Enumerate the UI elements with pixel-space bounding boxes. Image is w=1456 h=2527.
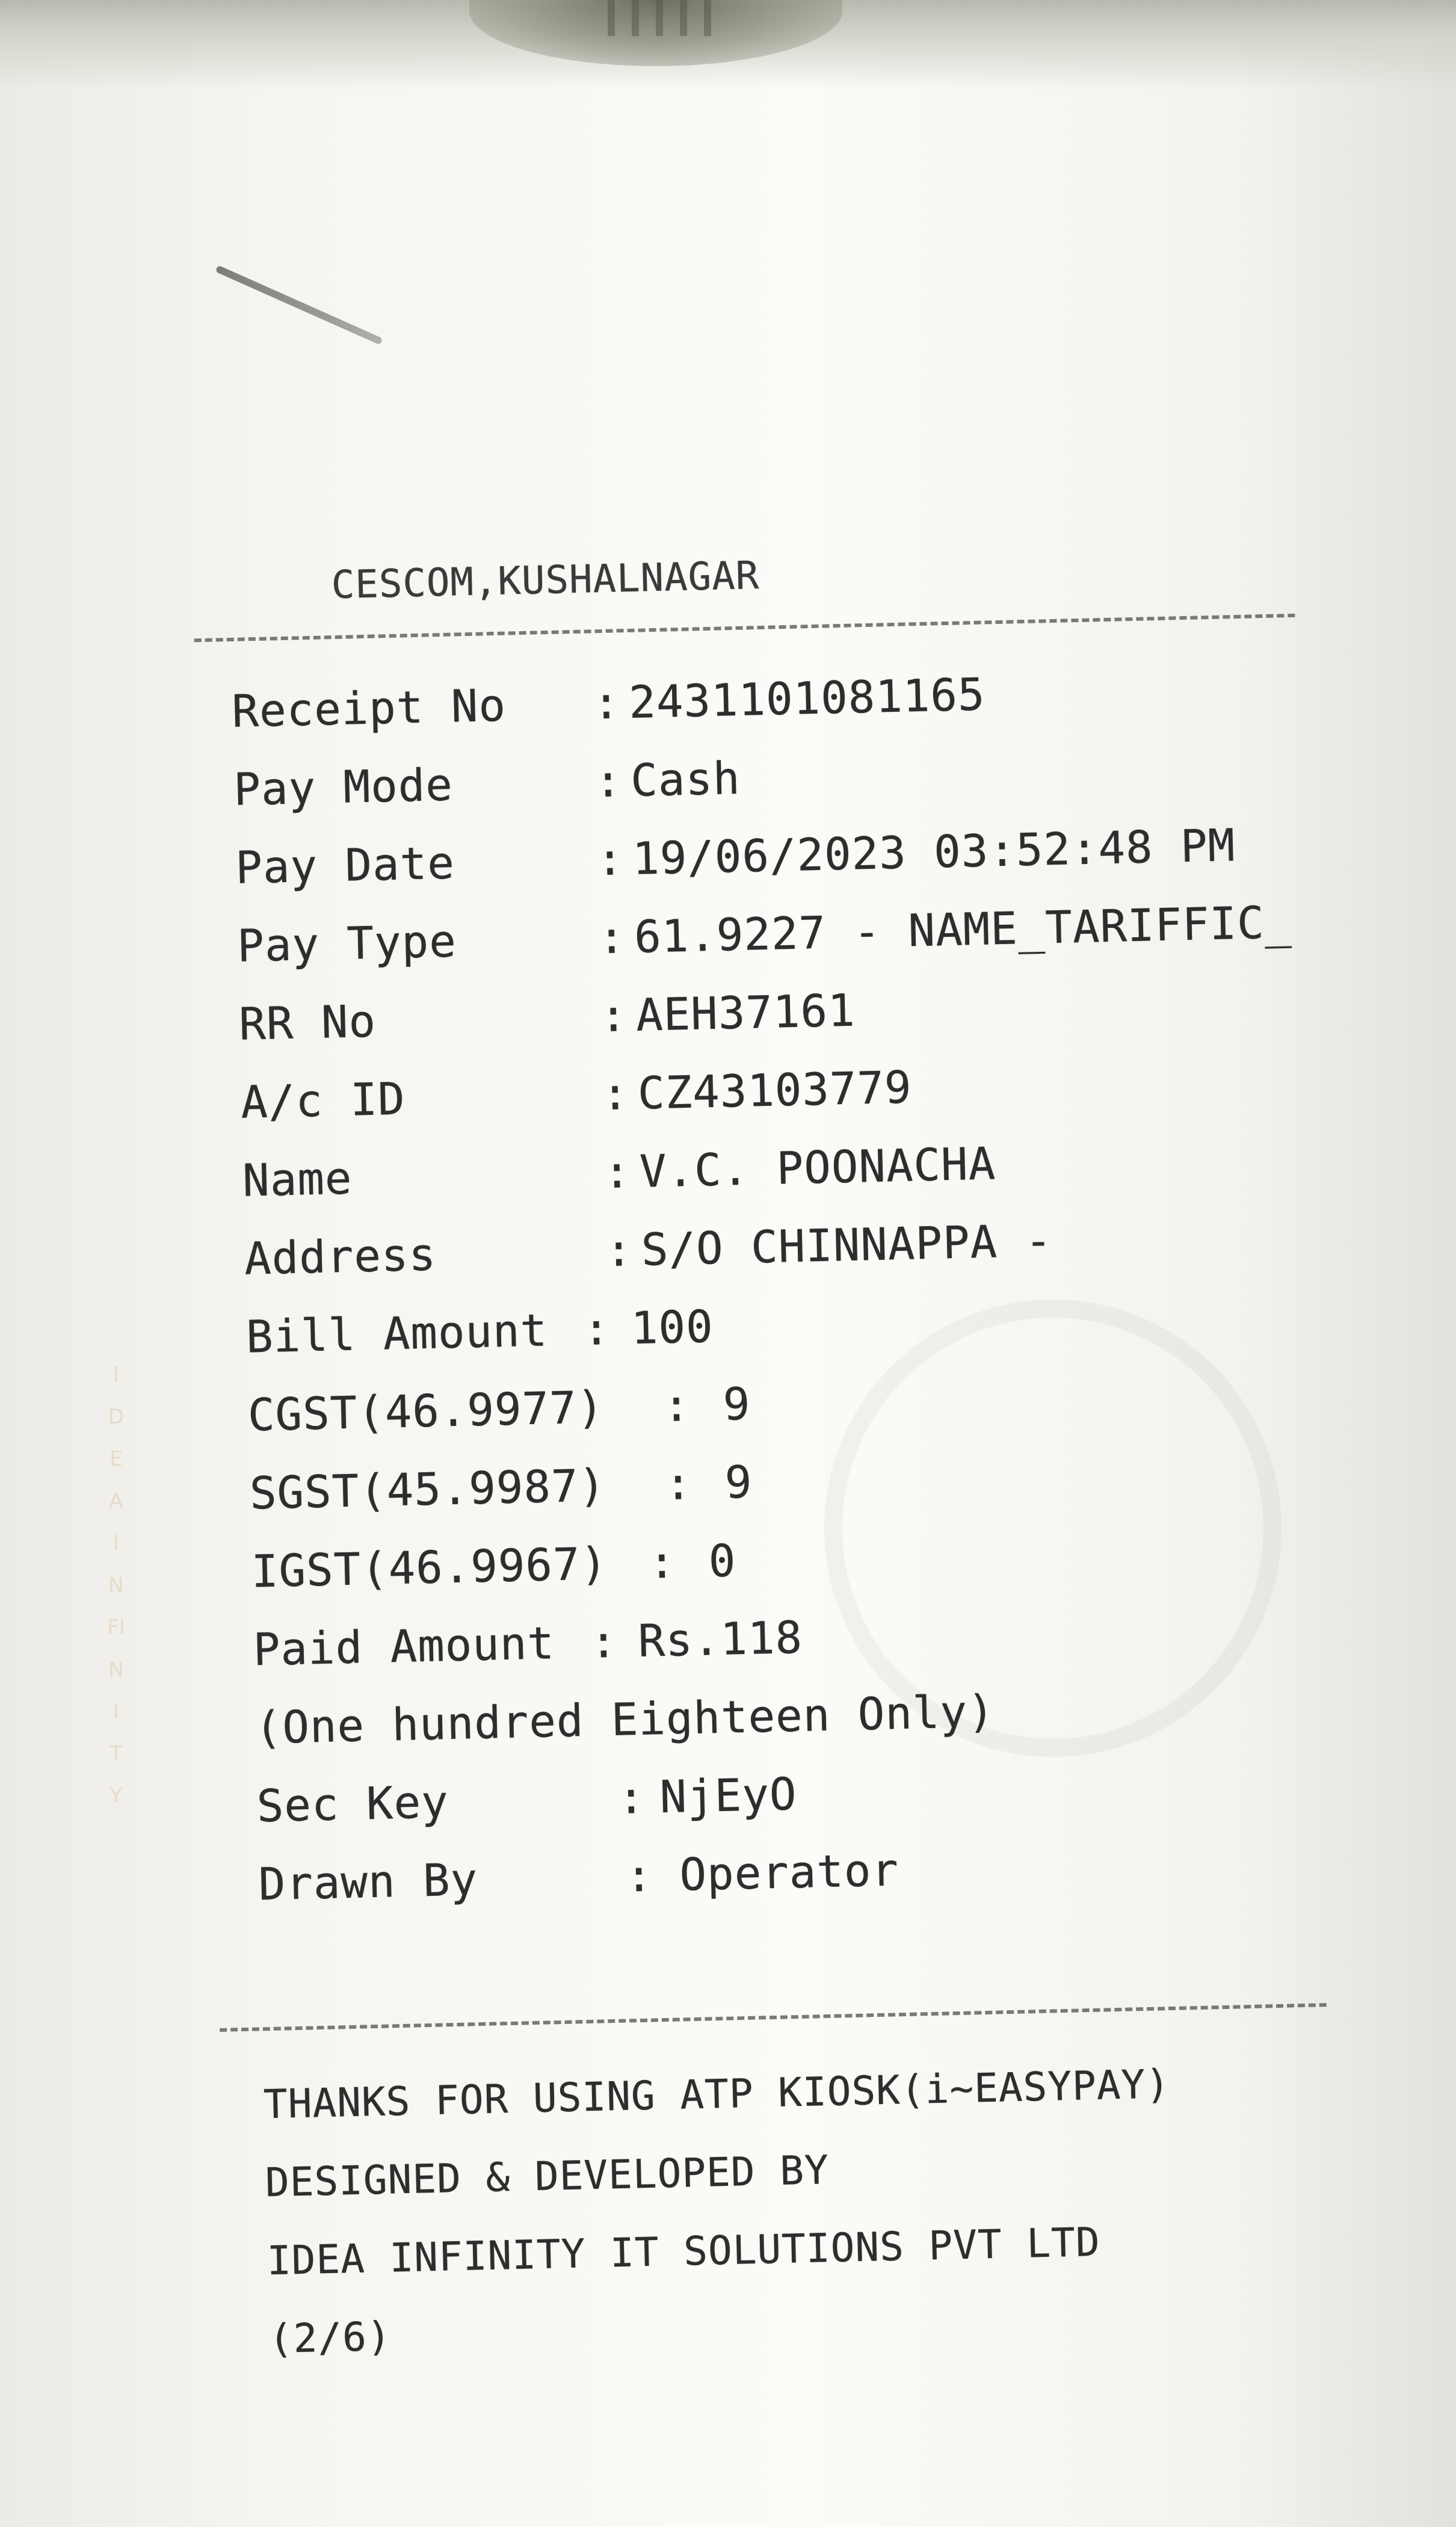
field-separator: : <box>662 1379 691 1432</box>
field-label: Sec Key <box>256 1776 449 1833</box>
footer-company: IDEA INFINITY IT SOLUTIONS PVT LTD <box>267 2218 1101 2285</box>
page-indicator: (2/6) <box>268 2313 392 2363</box>
field-label: Bill Amount <box>245 1304 549 1363</box>
field-separator: : <box>625 1850 654 1902</box>
field-value: CZ43103779 <box>637 1061 913 1120</box>
field-value: 2431101081165 <box>628 668 986 729</box>
field-label: Name <box>242 1152 353 1207</box>
field-value: Rs.118 <box>637 1611 803 1668</box>
field-value: 0 <box>708 1535 737 1588</box>
field-receipt-no <box>231 668 986 758</box>
amount-in-words: (One hundred Eighteen Only) <box>254 1685 996 1754</box>
field-pay-date <box>235 819 1236 915</box>
field-label: Pay Mode <box>233 759 454 816</box>
field-pay-type <box>236 896 1293 993</box>
field-label: Receipt No <box>231 679 507 738</box>
field-sgst <box>249 1456 753 1540</box>
field-label: A/c ID <box>240 1073 406 1129</box>
field-value: 100 <box>630 1301 714 1355</box>
field-separator: : <box>603 1146 632 1199</box>
field-separator: : <box>582 1303 611 1356</box>
field-separator: : <box>605 1224 634 1277</box>
field-value: Cash <box>630 752 741 807</box>
field-value: 9 <box>722 1378 751 1431</box>
field-separator: : <box>596 833 625 886</box>
field-label: RR No <box>238 995 377 1051</box>
field-value: Operator <box>679 1844 899 1901</box>
field-separator: : <box>592 677 621 730</box>
receipt-paper <box>229 540 1372 2363</box>
field-value: 61.9227 - NAME_TARIFFIC_ <box>634 896 1293 963</box>
field-address <box>244 1215 1053 1306</box>
field-value: S/O CHINNAPPA - <box>641 1215 1053 1276</box>
field-separator: : <box>664 1457 693 1510</box>
field-bill-amount <box>245 1301 714 1384</box>
header-divider <box>194 614 1295 643</box>
field-pay-mode <box>233 752 741 836</box>
field-paid-amount <box>252 1611 803 1697</box>
footer-divider <box>220 2003 1327 2032</box>
field-label: Pay Date <box>235 837 455 894</box>
field-separator: : <box>617 1771 646 1824</box>
field-drawn-by <box>258 1844 899 1931</box>
field-value: 19/06/2023 03:52:48 PM <box>632 819 1236 885</box>
field-account-id <box>240 1061 913 1149</box>
receipt-title: CESCOM,KUSHALNAGAR <box>330 553 760 608</box>
field-label: SGST(45.9987) <box>249 1460 607 1520</box>
field-label: IGST(46.9967) <box>250 1538 608 1598</box>
field-rr-no <box>238 984 856 1071</box>
field-separator: : <box>601 1068 630 1121</box>
field-label: Pay Type <box>236 915 457 972</box>
field-separator: : <box>647 1536 677 1589</box>
field-label: CGST(46.9977) <box>247 1381 605 1442</box>
field-separator: : <box>597 912 626 964</box>
footer-thanks: THANKS FOR USING ATP KIOSK(i~EASYPAY) <box>263 2061 1171 2128</box>
footer-designed-by: DESIGNED & DEVELOPED BY <box>265 2147 830 2206</box>
field-label: Drawn By <box>258 1854 479 1911</box>
field-value: V.C. POONACHA <box>639 1138 997 1198</box>
field-value: 9 <box>724 1456 753 1509</box>
field-name <box>242 1138 997 1227</box>
field-separator: : <box>594 755 623 808</box>
field-separator: : <box>599 990 628 1043</box>
field-label: Address <box>244 1229 437 1285</box>
vertical-watermark: IDEA INFINITY <box>107 1363 125 1808</box>
field-label: Paid Amount <box>252 1617 555 1676</box>
field-value: AEH37161 <box>635 984 856 1041</box>
field-igst <box>250 1535 737 1618</box>
field-value: NjEyO <box>659 1768 798 1824</box>
field-separator: : <box>589 1615 618 1668</box>
field-sec-key <box>256 1768 798 1853</box>
pen-stroke-mark <box>215 265 383 345</box>
field-cgst <box>247 1378 751 1462</box>
